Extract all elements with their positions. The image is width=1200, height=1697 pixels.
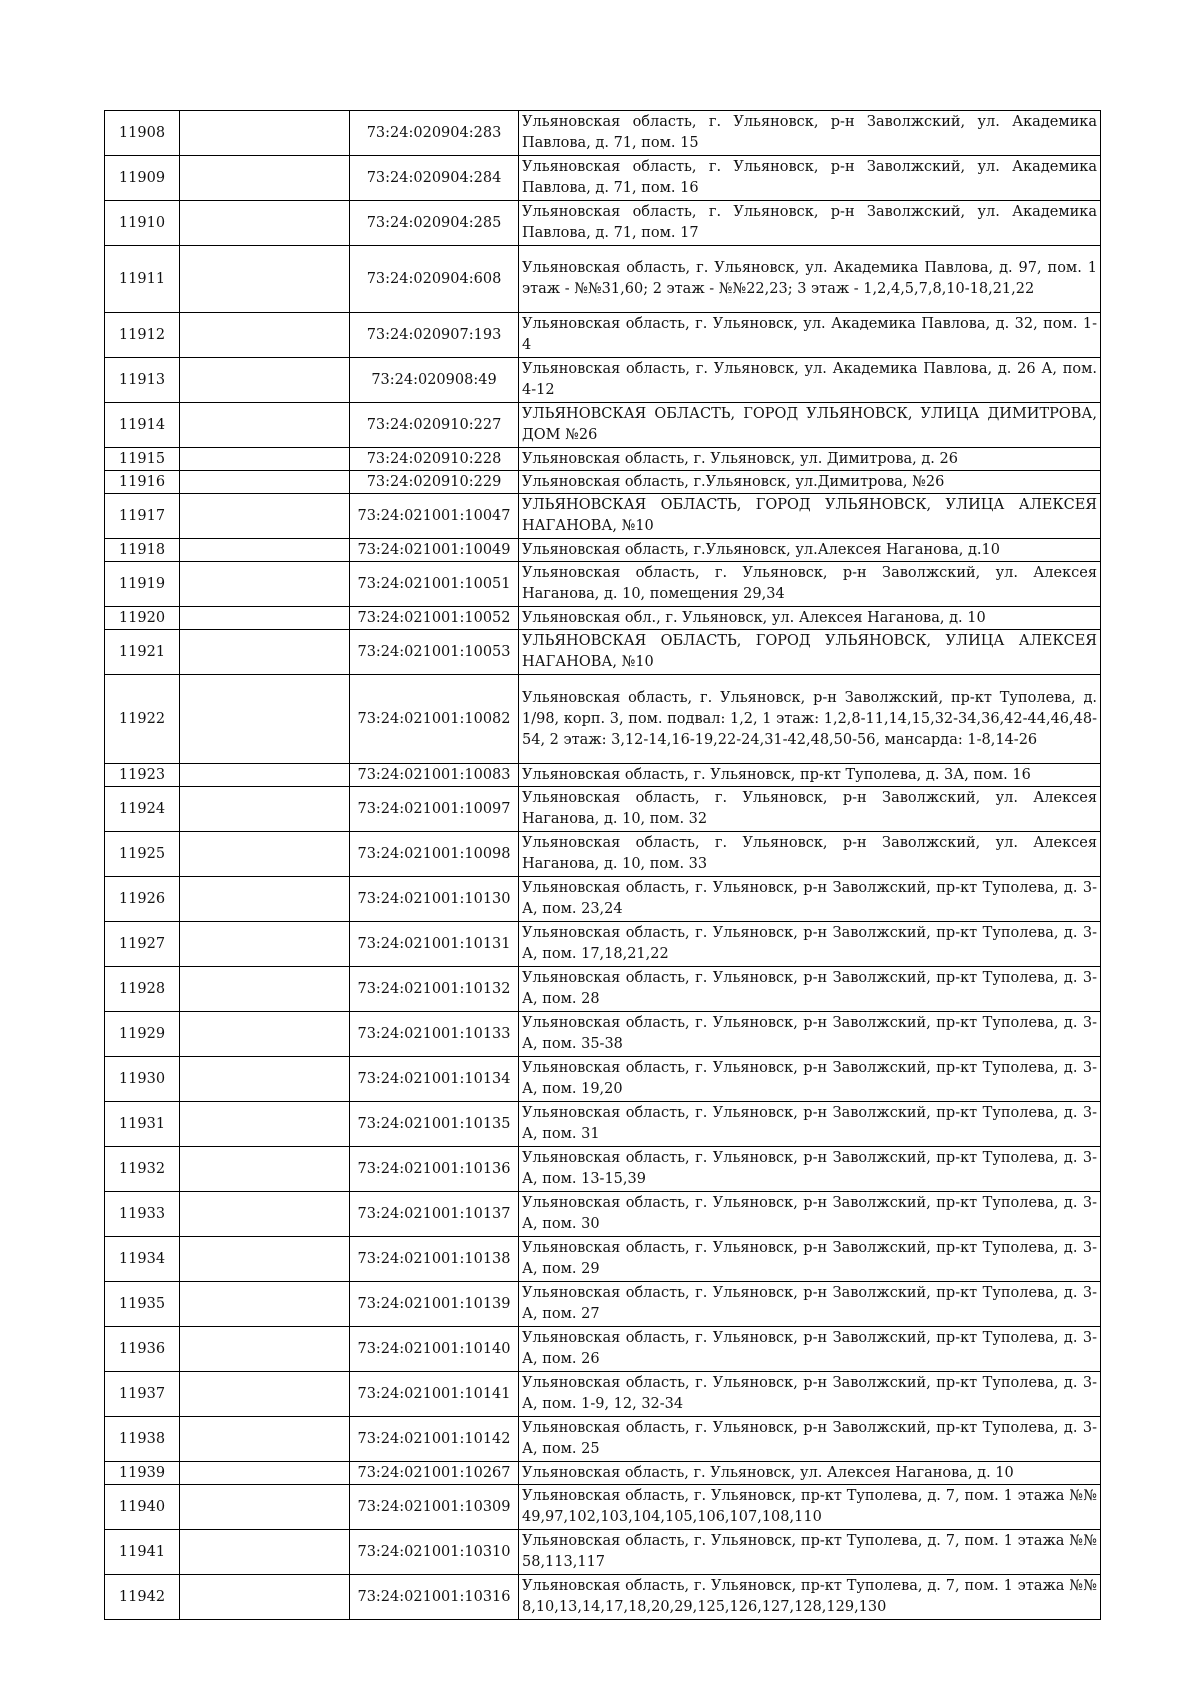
address: УЛЬЯНОВСКАЯ ОБЛАСТЬ, ГОРОД УЛЬЯНОВСК, УЛИЦА ДИМИТРОВА, ДОМ №26 [519,403,1101,448]
row-number: 11931 [105,1102,180,1147]
cadastral-number: 73:24:020910:228 [350,448,519,471]
address: Ульяновская обл., г. Ульяновск, ул. Алексея Наганова, д. 10 [519,607,1101,630]
empty-cell [180,832,350,877]
empty-cell [180,1462,350,1485]
table-row [105,448,1101,471]
cadastral-number: 73:24:021001:10140 [350,1327,519,1372]
cadastral-number: 73:24:021001:10316 [350,1575,519,1620]
empty-cell [180,471,350,494]
address: Ульяновская область, г. Ульяновск, р-н Заволжский, ул. Алексея Наганова, д. 10, помещения 29,34 [519,562,1101,607]
table-row [105,111,1101,156]
row-number: 11926 [105,877,180,922]
row-number: 11928 [105,967,180,1012]
empty-cell [180,1417,350,1462]
empty-cell [180,1057,350,1102]
table-row [105,1372,1101,1417]
cadastral-number: 73:24:021001:10135 [350,1102,519,1147]
table-row [105,764,1101,787]
address: Ульяновская область, г. Ульяновск, р-н Заволжский, ул. Академика Павлова, д. 71, пом. 15 [519,111,1101,156]
address: Ульяновская область, г. Ульяновск, р-н Заволжский, пр-кт Туполева, д. 3-А, пом. 30 [519,1192,1101,1237]
address: Ульяновская область, г. Ульяновск, пр-кт Туполева, д. 3А, пом. 16 [519,764,1101,787]
address: Ульяновская область, г. Ульяновск, пр-кт Туполева, д. 7, пом. 1 этажа №№ 49,97,102,103,104,105,106,107,108,110 [519,1485,1101,1530]
empty-cell [180,448,350,471]
row-number: 11919 [105,562,180,607]
address: Ульяновская область, г. Ульяновск, р-н Заволжский, пр-кт Туполева, д. 3-А, пом. 17,18,21,22 [519,922,1101,967]
row-number: 11942 [105,1575,180,1620]
row-number: 11925 [105,832,180,877]
cadastral-number: 73:24:021001:10049 [350,539,519,562]
cadastral-number: 73:24:021001:10309 [350,1485,519,1530]
row-number: 11937 [105,1372,180,1417]
row-number: 11921 [105,630,180,675]
address: Ульяновская область, г. Ульяновск, р-н Заволжский, пр-кт Туполева, д. 3-А, пом. 13-15,39 [519,1147,1101,1192]
cadastral-number: 73:24:021001:10137 [350,1192,519,1237]
cadastral-number: 73:24:021001:10142 [350,1417,519,1462]
cadastral-number: 73:24:021001:10136 [350,1147,519,1192]
table-body [105,111,1101,1620]
empty-cell [180,1485,350,1530]
cadastral-number: 73:24:021001:10052 [350,607,519,630]
empty-cell [180,539,350,562]
table-row [105,156,1101,201]
table-row [105,1462,1101,1485]
address: Ульяновская область, г. Ульяновск, р-н Заволжский, ул. Алексея Наганова, д. 10, пом. 32 [519,787,1101,832]
cadastral-number: 73:24:020910:227 [350,403,519,448]
empty-cell [180,246,350,313]
empty-cell [180,1372,350,1417]
table-row [105,403,1101,448]
row-number: 11923 [105,764,180,787]
row-number: 11938 [105,1417,180,1462]
address: Ульяновская область, г. Ульяновск, р-н Заволжский, пр-кт Туполева, д. 3-А, пом. 28 [519,967,1101,1012]
table-row [105,1282,1101,1327]
cadastral-number: 73:24:021001:10139 [350,1282,519,1327]
row-number: 11917 [105,494,180,539]
empty-cell [180,787,350,832]
table-row [105,1192,1101,1237]
empty-cell [180,967,350,1012]
empty-cell [180,1147,350,1192]
table-row [105,832,1101,877]
table-row [105,201,1101,246]
table-row [105,494,1101,539]
cadastral-number: 73:24:021001:10047 [350,494,519,539]
row-number: 11941 [105,1530,180,1575]
table-row [105,358,1101,403]
address: Ульяновская область, г. Ульяновск, р-н Заволжский, ул. Алексея Наганова, д. 10, пом. 33 [519,832,1101,877]
cadastral-number: 73:24:021001:10138 [350,1237,519,1282]
address: УЛЬЯНОВСКАЯ ОБЛАСТЬ, ГОРОД УЛЬЯНОВСК, УЛИЦА АЛЕКСЕЯ НАГАНОВА, №10 [519,630,1101,675]
address: Ульяновская область, г. Ульяновск, пр-кт Туполева, д. 7, пом. 1 этажа №№ 58,113,117 [519,1530,1101,1575]
table-row [105,675,1101,764]
cadastral-number: 73:24:020907:193 [350,313,519,358]
row-number: 11932 [105,1147,180,1192]
address: Ульяновская область, г. Ульяновск, р-н Заволжский, пр-кт Туполева, д. 3-А, пом. 26 [519,1327,1101,1372]
table-row [105,1417,1101,1462]
table-row [105,967,1101,1012]
table-row [105,1530,1101,1575]
empty-cell [180,1192,350,1237]
cadastral-number: 73:24:020904:283 [350,111,519,156]
row-number: 11930 [105,1057,180,1102]
empty-cell [180,630,350,675]
row-number: 11915 [105,448,180,471]
table-row [105,1147,1101,1192]
address: УЛЬЯНОВСКАЯ ОБЛАСТЬ, ГОРОД УЛЬЯНОВСК, УЛИЦА АЛЕКСЕЯ НАГАНОВА, №10 [519,494,1101,539]
row-number: 11909 [105,156,180,201]
cadastral-number: 73:24:021001:10141 [350,1372,519,1417]
table-row [105,630,1101,675]
property-register-table [104,110,1101,1620]
empty-cell [180,922,350,967]
table-row [105,313,1101,358]
table-row [105,1012,1101,1057]
cadastral-number: 73:24:021001:10082 [350,675,519,764]
address: Ульяновская область, г. Ульяновск, р-н Заволжский, пр-кт Туполева, д. 3-А, пом. 27 [519,1282,1101,1327]
cadastral-number: 73:24:021001:10132 [350,967,519,1012]
cadastral-number: 73:24:021001:10131 [350,922,519,967]
row-number: 11940 [105,1485,180,1530]
cadastral-number: 73:24:021001:10051 [350,562,519,607]
table-row [105,1485,1101,1530]
empty-cell [180,764,350,787]
empty-cell [180,156,350,201]
address: Ульяновская область, г. Ульяновск, ул. Академика Павлова, д. 97, пом. 1 этаж - №№31,60; 2 этаж - №№22,23; 3 этаж - 1,2,4,5,7,8,10-18,21,22 [519,246,1101,313]
table-row [105,562,1101,607]
empty-cell [180,675,350,764]
empty-cell [180,562,350,607]
empty-cell [180,313,350,358]
row-number: 11939 [105,1462,180,1485]
empty-cell [180,1575,350,1620]
row-number: 11916 [105,471,180,494]
row-number: 11913 [105,358,180,403]
cadastral-number: 73:24:021001:10310 [350,1530,519,1575]
row-number: 11933 [105,1192,180,1237]
empty-cell [180,201,350,246]
empty-cell [180,1530,350,1575]
row-number: 11922 [105,675,180,764]
cadastral-number: 73:24:021001:10098 [350,832,519,877]
table-row [105,607,1101,630]
row-number: 11910 [105,201,180,246]
empty-cell [180,1102,350,1147]
empty-cell [180,494,350,539]
cadastral-number: 73:24:020904:285 [350,201,519,246]
cadastral-number: 73:24:021001:10134 [350,1057,519,1102]
address: Ульяновская область, г. Ульяновск, р-н Заволжский, пр-кт Туполева, д. 3-А, пом. 25 [519,1417,1101,1462]
cadastral-number: 73:24:020904:284 [350,156,519,201]
address: Ульяновская область, г. Ульяновск, пр-кт Туполева, д. 7, пом. 1 этажа №№ 8,10,13,14,17,18,20,29,125,126,127,128,129,130 [519,1575,1101,1620]
address: Ульяновская область, г. Ульяновск, р-н Заволжский, пр-кт Туполева, д. 3-А, пом. 1-9, 12, 32-34 [519,1372,1101,1417]
row-number: 11934 [105,1237,180,1282]
address: Ульяновская область, г. Ульяновск, ул. Димитрова, д. 26 [519,448,1101,471]
cadastral-number: 73:24:020908:49 [350,358,519,403]
empty-cell [180,1282,350,1327]
row-number: 11908 [105,111,180,156]
empty-cell [180,877,350,922]
address: Ульяновская область, г. Ульяновск, р-н Заволжский, пр-кт Туполева, д. 1/98, корп. 3, пом. подвал: 1,2, 1 этаж: 1,2,8-11,14,15,32-34,36,42-44,46,48-54, 2 этаж: 3,12-14,16-19,22-24,31-42,48,50-56, мансарда: 1-8,14-26 [519,675,1101,764]
cadastral-number: 73:24:021001:10267 [350,1462,519,1485]
address: Ульяновская область, г. Ульяновск, ул. Алексея Наганова, д. 10 [519,1462,1101,1485]
row-number: 11929 [105,1012,180,1057]
table-row [105,1327,1101,1372]
row-number: 11936 [105,1327,180,1372]
table-row [105,1575,1101,1620]
table-row [105,877,1101,922]
cadastral-number: 73:24:021001:10130 [350,877,519,922]
row-number: 11918 [105,539,180,562]
empty-cell [180,1012,350,1057]
table-row [105,1057,1101,1102]
address: Ульяновская область, г. Ульяновск, р-н Заволжский, пр-кт Туполева, д. 3-А, пом. 31 [519,1102,1101,1147]
empty-cell [180,111,350,156]
address: Ульяновская область, г.Ульяновск, ул.Димитрова, №26 [519,471,1101,494]
address: Ульяновская область, г. Ульяновск, р-н Заволжский, ул. Академика Павлова, д. 71, пом. 16 [519,156,1101,201]
table-row [105,922,1101,967]
row-number: 11920 [105,607,180,630]
address: Ульяновская область, г. Ульяновск, р-н Заволжский, ул. Академика Павлова, д. 71, пом. 17 [519,201,1101,246]
address: Ульяновская область, г. Ульяновск, ул. Академика Павлова, д. 26 А, пом. 4-12 [519,358,1101,403]
cadastral-number: 73:24:021001:10133 [350,1012,519,1057]
address: Ульяновская область, г.Ульяновск, ул.Алексея Наганова, д.10 [519,539,1101,562]
cadastral-number: 73:24:021001:10083 [350,764,519,787]
cadastral-number: 73:24:020910:229 [350,471,519,494]
empty-cell [180,403,350,448]
cadastral-number: 73:24:021001:10053 [350,630,519,675]
row-number: 11935 [105,1282,180,1327]
table-row [105,246,1101,313]
table-row [105,1237,1101,1282]
table-row [105,1102,1101,1147]
address: Ульяновская область, г. Ульяновск, р-н Заволжский, пр-кт Туполева, д. 3-А, пом. 35-38 [519,1012,1101,1057]
cadastral-number: 73:24:020904:608 [350,246,519,313]
empty-cell [180,1237,350,1282]
empty-cell [180,607,350,630]
empty-cell [180,1327,350,1372]
row-number: 11914 [105,403,180,448]
address: Ульяновская область, г. Ульяновск, р-н Заволжский, пр-кт Туполева, д. 3-А, пом. 29 [519,1237,1101,1282]
address: Ульяновская область, г. Ульяновск, р-н Заволжский, пр-кт Туполева, д. 3-А, пом. 19,20 [519,1057,1101,1102]
row-number: 11924 [105,787,180,832]
row-number: 11912 [105,313,180,358]
row-number: 11911 [105,246,180,313]
cadastral-number: 73:24:021001:10097 [350,787,519,832]
address: Ульяновская область, г. Ульяновск, ул. Академика Павлова, д. 32, пом. 1-4 [519,313,1101,358]
table-row [105,539,1101,562]
table-row [105,471,1101,494]
empty-cell [180,358,350,403]
row-number: 11927 [105,922,180,967]
address: Ульяновская область, г. Ульяновск, р-н Заволжский, пр-кт Туполева, д. 3-А, пом. 23,24 [519,877,1101,922]
table-row [105,787,1101,832]
